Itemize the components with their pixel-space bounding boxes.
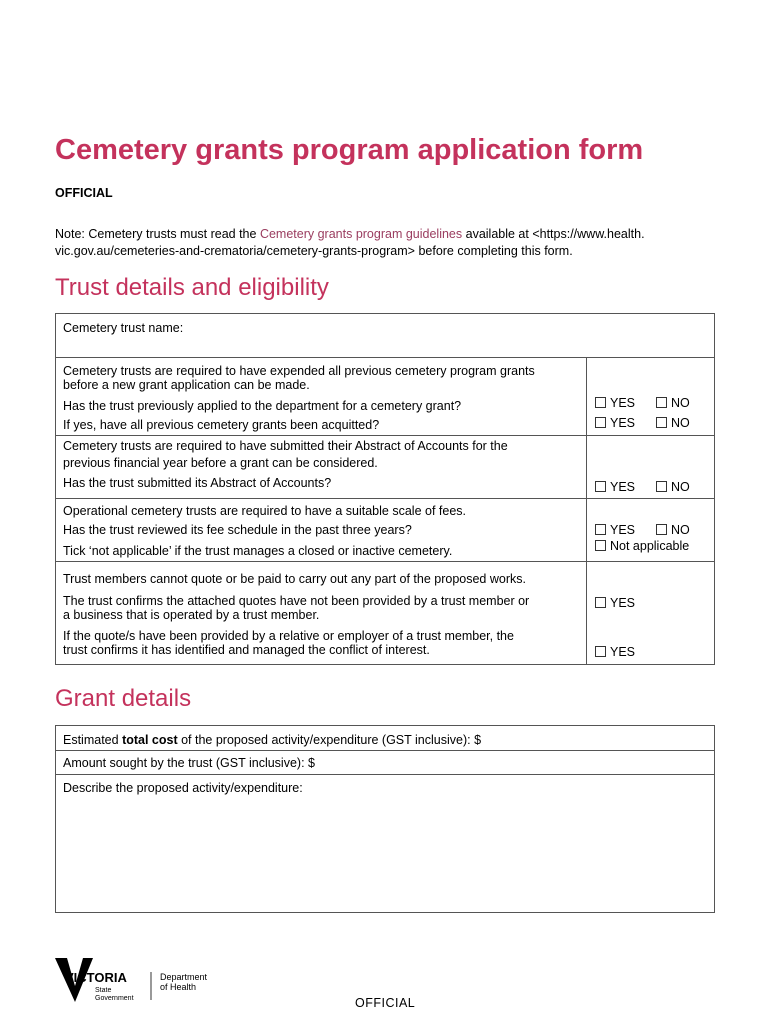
conflict-yes[interactable]: YES	[595, 645, 635, 660]
dept-line-2: of Health	[160, 982, 197, 992]
fees-question: Has the trust reviewed its fee schedule in the past three years?	[63, 523, 412, 537]
trust-name-label: Cemetery trust name:	[63, 321, 184, 335]
checkbox-icon[interactable]	[595, 597, 606, 608]
row-divider	[56, 498, 714, 499]
checkbox-icon[interactable]	[656, 417, 667, 428]
logo-main-text: VICTORIA	[65, 970, 127, 985]
row-divider	[56, 435, 714, 436]
previous-applied-yes[interactable]: YES	[595, 396, 635, 411]
accounts-intro-line2: previous financial year before a grant can be considered.	[63, 456, 378, 470]
checkbox-icon[interactable]	[595, 540, 606, 551]
total-cost-field[interactable]: Estimated total cost of the proposed activity/expenditure (GST inclusive): $	[63, 733, 482, 747]
fees-yes[interactable]: YES	[595, 523, 635, 538]
acquittal-intro-line2: before a new grant application can be made.	[63, 378, 310, 392]
quotes-intro: Trust members cannot quote or be paid to carry out any part of the proposed works.	[63, 572, 526, 586]
conflict-line2: trust confirms it has identified and managed the conflict of interest.	[63, 643, 430, 657]
guidelines-link[interactable]: Cemetery grants program guidelines	[259, 227, 463, 241]
trust-details-table	[55, 313, 715, 665]
note-suffix: available at <https://www.health.	[462, 227, 645, 241]
fees-intro: Operational cemetery trusts are required to have a suitable scale of fees.	[63, 504, 466, 518]
logo-sub-text-2: Government	[95, 995, 134, 1002]
checkbox-icon[interactable]	[595, 397, 606, 408]
conflict-line1: If the quote/s have been provided by a relative or employer of a trust member, the	[63, 629, 514, 643]
guidelines-note	[55, 226, 715, 260]
fees-not-applicable-note: Tick ‘not applicable’ if the trust manages a closed or inactive cemetery.	[63, 544, 453, 558]
fees-no[interactable]: NO	[656, 523, 690, 538]
accounts-yes[interactable]: YES	[595, 480, 635, 495]
classification-label: OFFICIAL	[55, 186, 113, 200]
accounts-question: Has the trust submitted its Abstract of Accounts?	[63, 476, 332, 490]
row-divider	[56, 357, 714, 358]
checkbox-icon[interactable]	[656, 397, 667, 408]
column-divider	[586, 357, 587, 664]
checkbox-icon[interactable]	[656, 524, 667, 535]
row-divider	[56, 750, 714, 751]
victoria-government-logo	[55, 956, 225, 1006]
grants-acquitted-no[interactable]: NO	[656, 416, 690, 431]
checkbox-icon[interactable]	[595, 524, 606, 535]
row-divider	[56, 561, 714, 562]
note-line-2: vic.gov.au/cemeteries-and-crematoria/cemetery-grants-program> before completing this form.	[55, 244, 573, 258]
previous-applied-question: Has the trust previously applied to the department for a cemetery grant?	[63, 399, 462, 413]
grants-acquitted-question: If yes, have all previous cemetery grants been acquitted?	[63, 418, 380, 432]
description-field[interactable]: Describe the proposed activity/expenditure:	[63, 781, 303, 795]
trust-section-heading: Trust details and eligibility	[55, 274, 329, 301]
note-prefix: Note: Cemetery trusts must read the	[55, 227, 260, 241]
quotes-confirm-yes[interactable]: YES	[595, 596, 635, 611]
fees-not-applicable[interactable]: Not applicable	[595, 539, 689, 554]
quotes-confirm-line2: a business that is operated by a trust member.	[63, 608, 320, 622]
page-title: Cemetery grants program application form	[55, 134, 644, 166]
grant-section-heading: Grant details	[55, 685, 192, 712]
acquittal-intro-line1: Cemetery trusts are required to have expended all previous cemetery program grants	[63, 364, 535, 378]
checkbox-icon[interactable]	[595, 417, 606, 428]
grant-details-table	[55, 725, 715, 913]
checkbox-icon[interactable]	[595, 481, 606, 492]
logo-sub-text-1: State	[95, 987, 112, 994]
footer-classification: OFFICIAL	[355, 996, 416, 1010]
checkbox-icon[interactable]	[656, 481, 667, 492]
row-divider	[56, 774, 714, 775]
accounts-no[interactable]: NO	[656, 480, 690, 495]
accounts-intro-line1: Cemetery trusts are required to have submitted their Abstract of Accounts for the	[63, 439, 508, 453]
grants-acquitted-yes[interactable]: YES	[595, 416, 635, 431]
quotes-confirm-line1: The trust confirms the attached quotes have not been provided by a trust member or	[63, 594, 530, 608]
dept-line-1: Department	[160, 972, 208, 982]
previous-applied-no[interactable]: NO	[656, 396, 690, 411]
victoria-logo-icon	[55, 956, 225, 1006]
amount-sought-field[interactable]: Amount sought by the trust (GST inclusive): $	[63, 756, 315, 770]
checkbox-icon[interactable]	[595, 646, 606, 657]
